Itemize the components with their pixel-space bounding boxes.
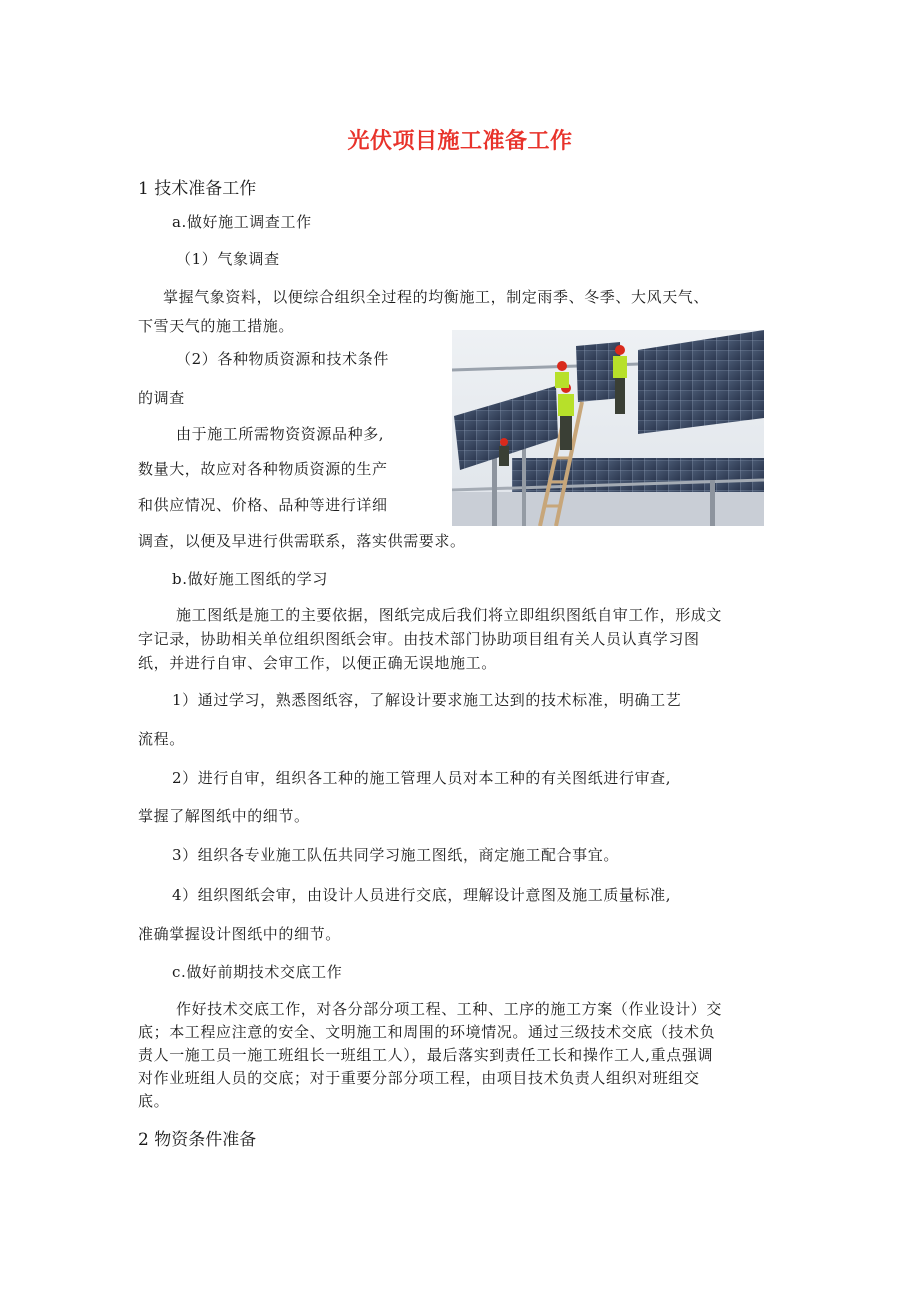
section-2-heading: 2 物资条件准备 [138,1130,257,1150]
item-2-heading: （2）各种物质资源和技术条件 [176,350,389,368]
paragraph-b-line: 纸，并进行自审、会审工作，以便正确无误地施工。 [138,654,497,672]
item-2-line: 由于施工所需物资资源品种多, [176,425,385,443]
list-item-cont: 流程。 [138,730,185,748]
item-1-line: 掌握气象资料，以便综合组织全过程的均衡施工，制定雨季、冬季、大风天气、 [163,288,710,306]
list-item-cont: 准确掌握设计图纸中的细节。 [138,925,341,943]
paragraph-c-line: 底。 [138,1092,170,1110]
paragraph-c-line: 责人一施工员一施工班组长一班组工人），最后落实到责任工长和操作工人,重点强调 [138,1046,714,1064]
list-item: 2）进行自审，组织各工种的施工管理人员对本工种的有关图纸进行审查, [172,769,672,787]
list-item: 4）组织图纸会审，由设计人员进行交底，理解设计意图及施工质量标准, [172,886,672,904]
subsection-b-heading: b.做好施工图纸的学习 [172,570,328,588]
subsection-a-heading: a.做好施工调查工作 [172,213,312,231]
item-1-line: 下雪天气的施工措施。 [138,317,295,335]
paragraph-b-line: 字记录，协助相关单位组织图纸会审。由技术部门协助项目组有关人员认真学习图 [138,630,700,648]
item-1-heading: （1）气象调查 [176,250,280,268]
paragraph-b-line: 施工图纸是施工的主要依据，图纸完成后我们将立即组织图纸自审工作，形成文 [176,606,723,624]
list-item: 3）组织各专业施工队伍共同学习施工图纸，商定施工配合事宜。 [172,846,619,864]
paragraph-c-line: 对作业班组人员的交底；对于重要分部分项工程，由项目技术负责人组织对班组交 [138,1069,700,1087]
item-2-line: 和供应情况、价格、品种等进行详细 [138,496,388,514]
item-2-line: 调查，以便及早进行供需联系，落实供需要求。 [138,532,466,550]
paragraph-c-line: 作好技术交底工作，对各分部分项工程、工种、工序的施工方案（作业设计）交 [176,1000,723,1018]
section-1-heading: 1 技术准备工作 [138,179,257,199]
solar-panel-installation-photo [452,330,764,526]
subsection-c-heading: c.做好前期技术交底工作 [172,963,343,981]
list-item: 1）通过学习，熟悉图纸容，了解设计要求施工达到的技术标准，明确工艺 [172,691,682,709]
page-title: 光伏项目施工准备工作 [347,129,573,154]
item-2-line: 数量大，故应对各种物质资源的生产 [138,460,388,478]
paragraph-c-line: 底；本工程应注意的安全、文明施工和周围的环境情况。通过三级技术交底（技术负 [138,1023,716,1041]
list-item-cont: 掌握了解图纸中的细节。 [138,807,310,825]
item-2-heading-cont: 的调查 [138,389,185,407]
